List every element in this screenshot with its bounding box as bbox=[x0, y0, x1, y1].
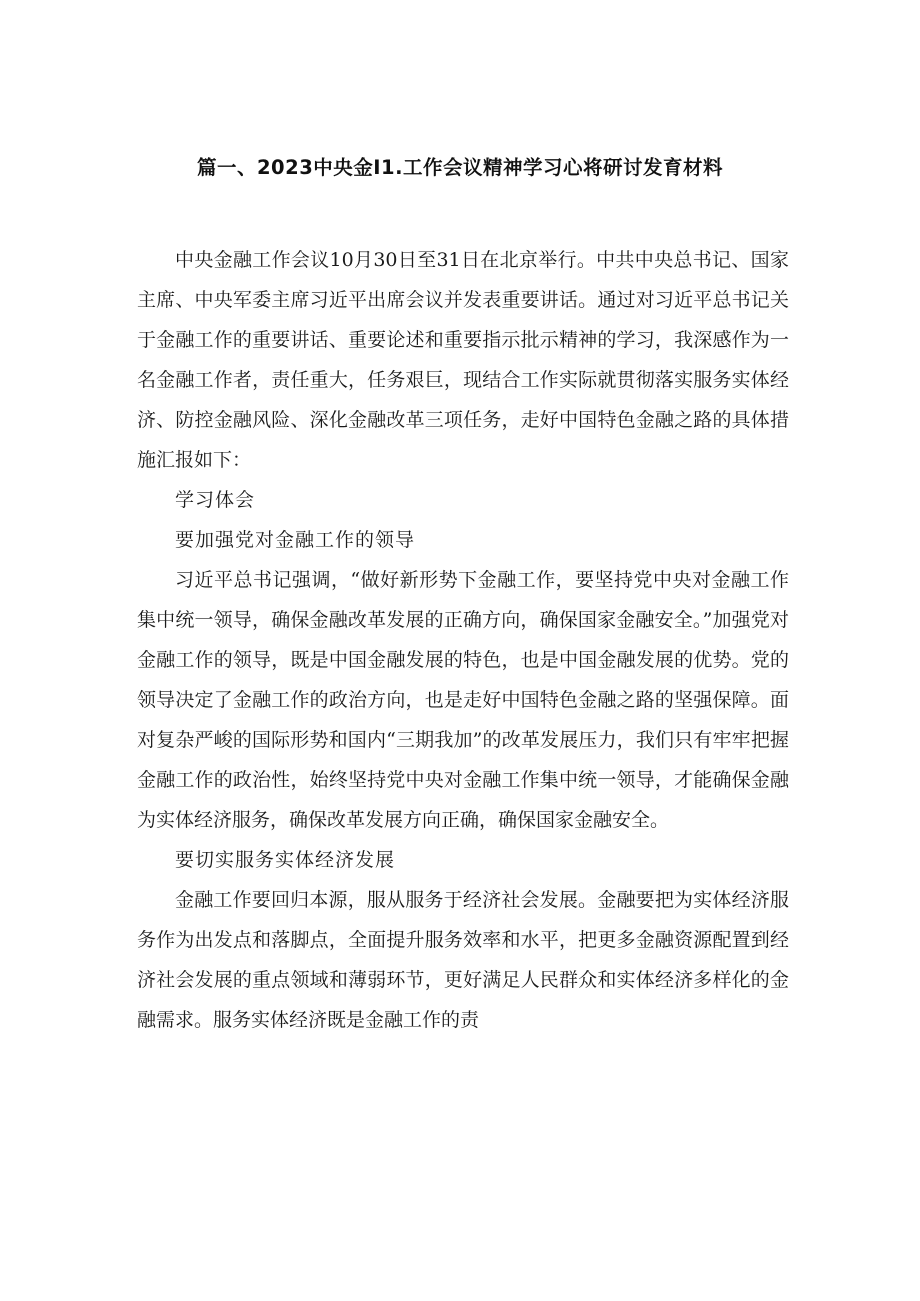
paragraph-party-leadership: 习近平总书记强调，“做好新形势下金融工作，要坚持党中央对金融工作集中统一领导，确保金融改革发展的正确方向，确保国家金融安全。”加强党对金融工作的领导，既是中国金融发展的特色，也是中国金融发展的优势。党的领导决定了金融工作的政治方向，也是走好中国特色金融之路的坚强保障。面对复杂严峻的国际形势和国内“三期我加”的改革发展压力，我们只有牢牢把握金融工作的政治性，始终坚持党中央对金融工作集中统一领导，才能确保金融为实体经济服务，确保改革发展方向正确，确保国家金融安全。 bbox=[137, 569, 789, 831]
document-body bbox=[137, 240, 789, 1040]
document-title: 篇一、2023中央金I1.工作会议精神学习心将研讨发育材料 bbox=[196, 156, 723, 179]
subheading-party-leadership: 要加强党对金融工作的领导 bbox=[175, 529, 416, 551]
paragraph-intro: 中央金融工作会议10月30日至31日在北京举行。中共中央总书记、国家主席、中央军委主席习近平出席会议并发表重要讲话。通过对习近平总书记关于金融工作的重要讲话、重要论述和重要指示批示精神的学习，我深感作为一名金融工作者，责任重大，任务艰巨，现结合工作实际就贯彻落实服务实体经济、防控金融风险、深化金融改革三项任务，走好中国特色金融之路的具体措施汇报如下： bbox=[137, 249, 789, 471]
section-heading-study: 学习体会 bbox=[175, 489, 256, 511]
subheading-serve-real-economy: 要切实服务实体经济发展 bbox=[175, 849, 396, 871]
paragraph-serve-real-economy: 金融工作要回归本源，服从服务于经济社会发展。金融要把为实体经济服务作为出发点和落脚点，全面提升服务效率和水平，把更多金融资源配置到经济社会发展的重点领域和薄弱环节，更好满足人民群众和实体经济多样化的金融需求。服务实体经济既是金融工作的责 bbox=[137, 889, 789, 1031]
